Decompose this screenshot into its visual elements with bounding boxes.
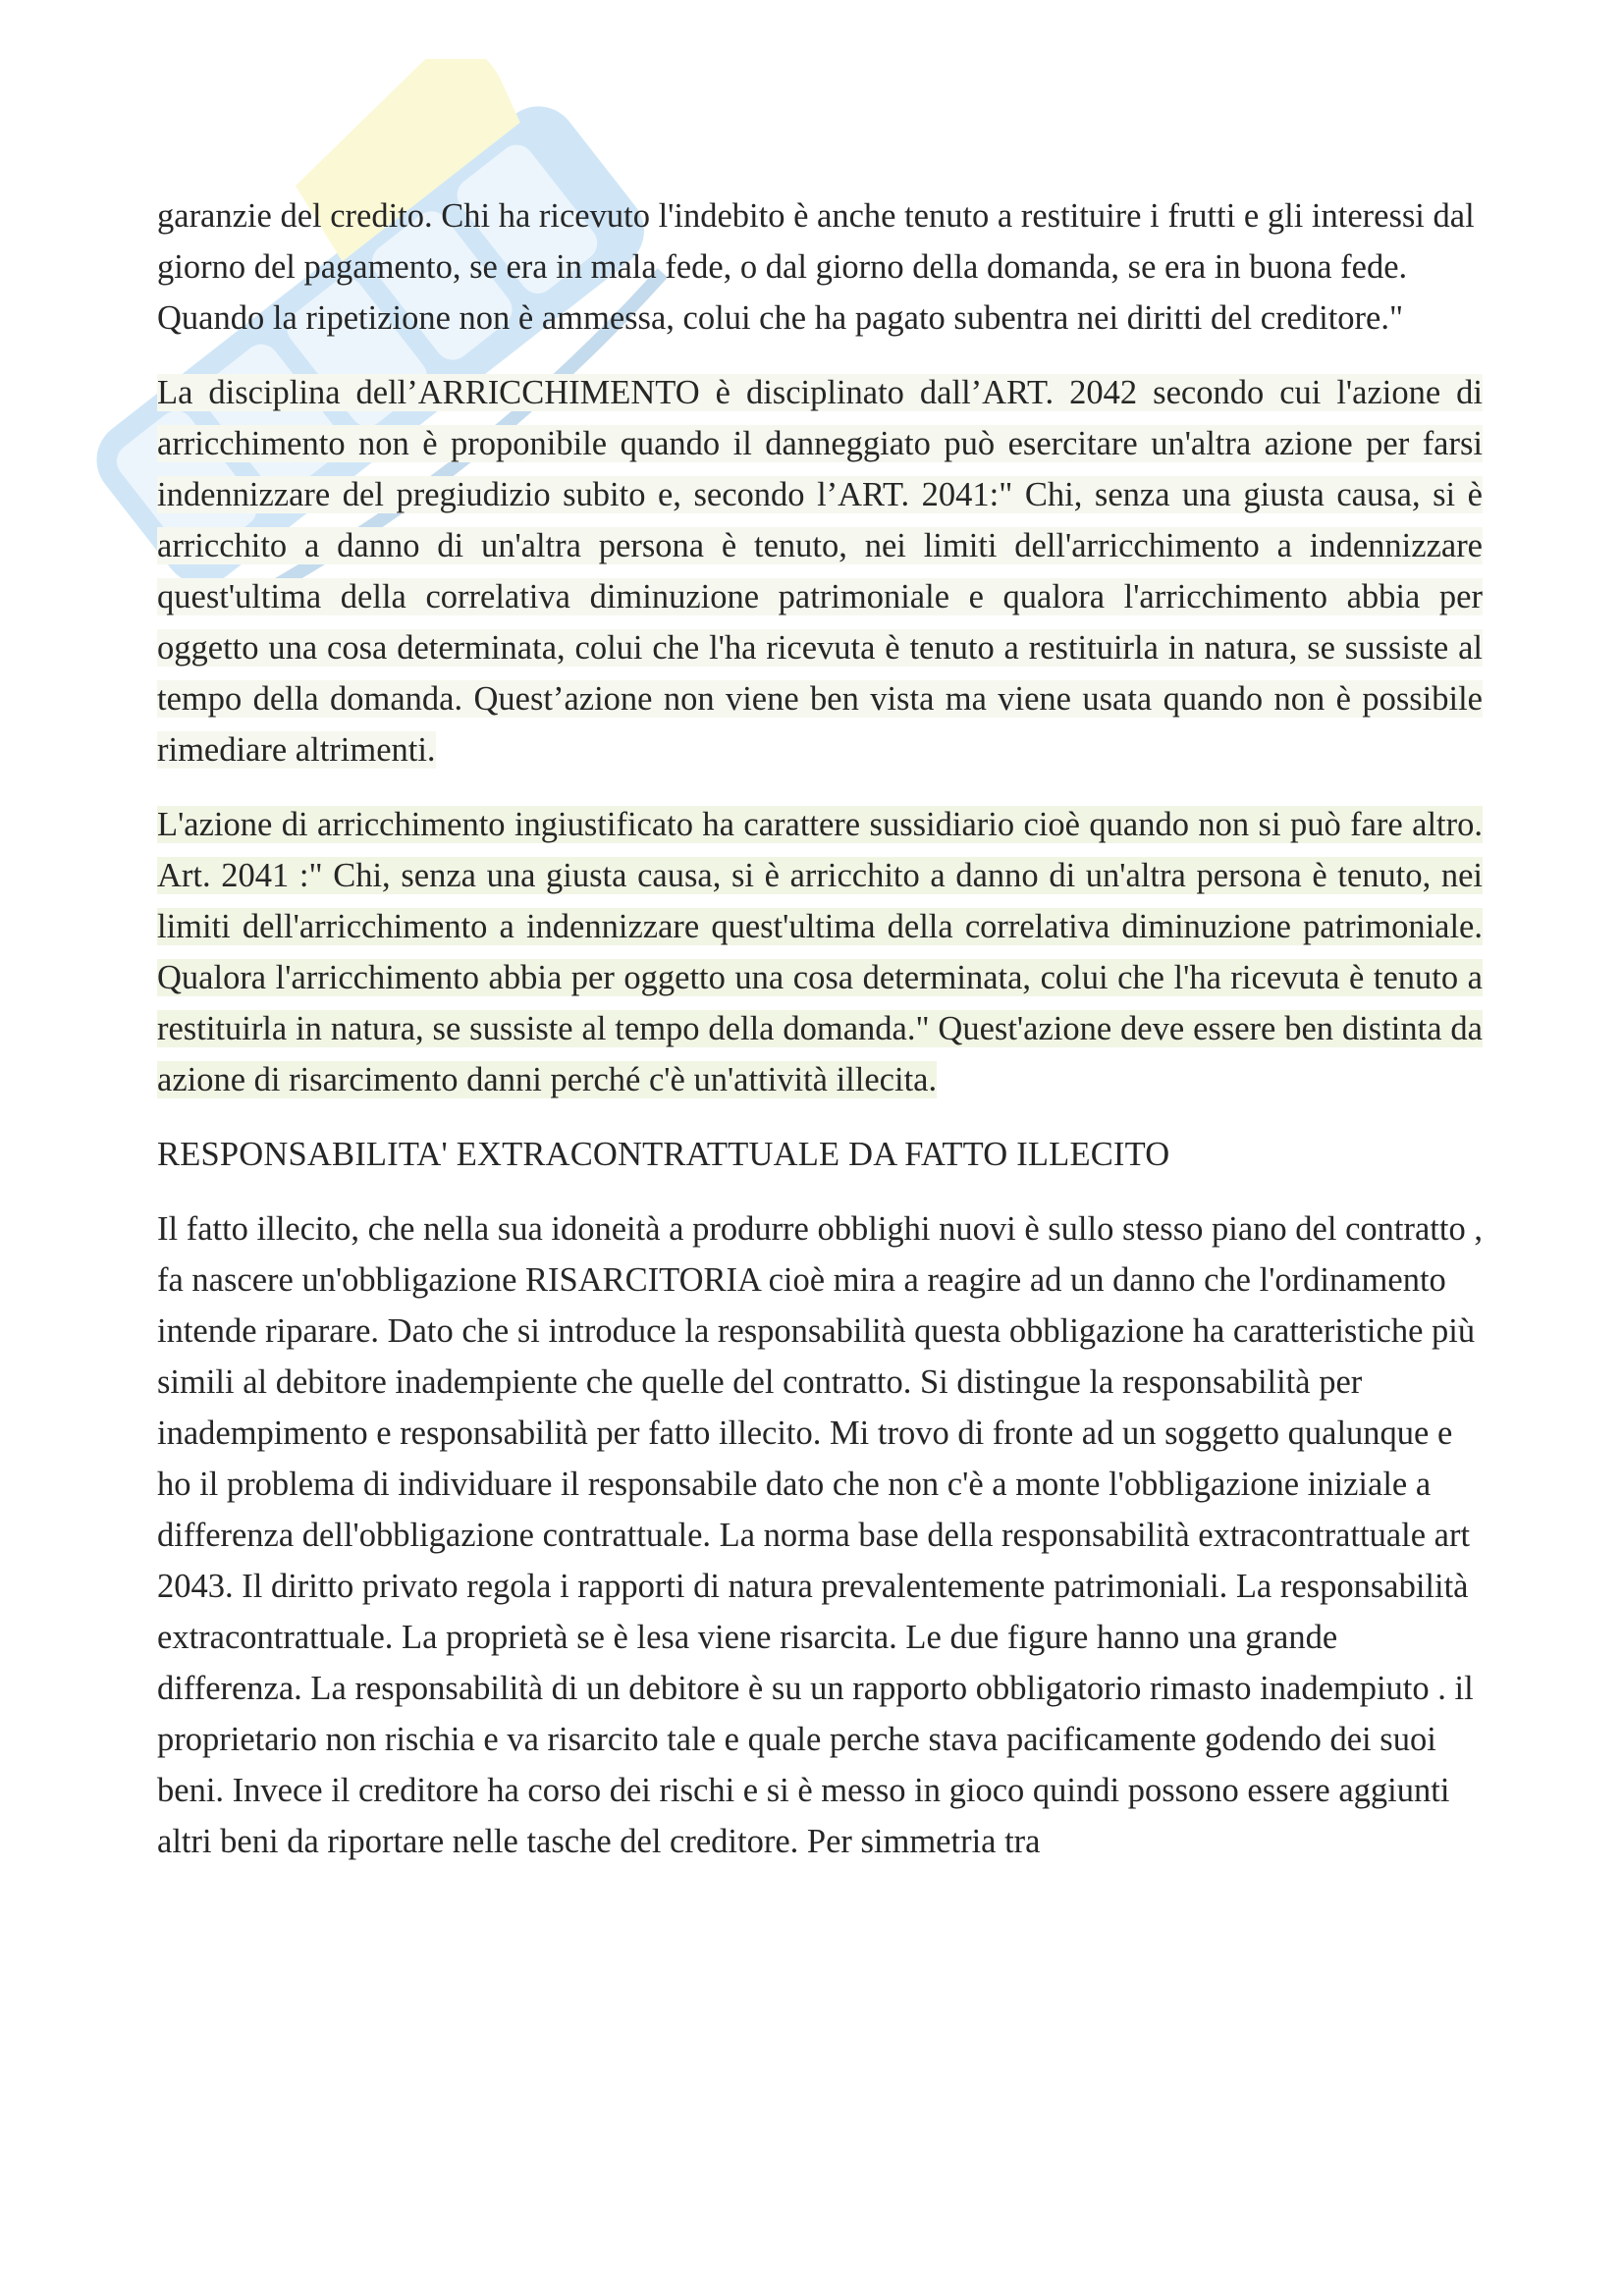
paragraph-arricchimento-ingiustificato bbox=[157, 799, 1483, 1105]
document-body bbox=[157, 190, 1483, 1891]
paragraph-arricchimento-disciplina bbox=[157, 367, 1483, 775]
section-heading-responsabilita-extracontrattuale: RESPONSABILITA' EXTRACONTRATTUALE DA FATTO ILLECITO bbox=[157, 1136, 1170, 1173]
paragraph-arricchimento-disciplina-text: La disciplina dell’ARRICCHIMENTO è disciplinato dall’ART. 2042 secondo cui l'azione di arricchimento non è proponibile quando il danneggiato può esercitare un'altra azione per farsi indennizzare del pregiudizio subito e, secondo l’ART. 2041:" Chi, senza una giusta causa, si è arricchito a danno di un'altra persona è tenuto, nei limiti dell'arricchimento a indennizzare quest'ultima della correlativa diminuzione patrimoniale e qualora l'arricchimento abbia per oggetto una cosa determinata, colui che l'ha ricevuta è tenuto a restituirla in natura, se sussiste al tempo della domanda. Quest’azione non viene ben vista ma viene usata quando non è possibile rimediare altrimenti. bbox=[157, 374, 1483, 769]
paragraph-arricchimento-ingiustificato-text: L'azione di arricchimento ingiustificato ha carattere sussidiario cioè quando non si può fare altro. Art. 2041 :" Chi, senza una giusta causa, si è arricchito a danno di un'altra persona è tenuto, nei limiti dell'arricchimento a indennizzare quest'ultima della correlativa diminuzione patrimoniale. Qualora l'arricchimento abbia per oggetto una cosa determinata, colui che l'ha ricevuta è tenuto a restituirla in natura, se sussiste al tempo della domanda." Quest'azione deve essere ben distinta da azione di risarcimento danni perché c'è un'attività illecita. bbox=[157, 806, 1483, 1098]
paragraph-indebito-continuation: garanzie del credito. Chi ha ricevuto l'indebito è anche tenuto a restituire i frutti e gli interessi dal giorno del pagamento, se era in mala fede, o dal giorno della domanda, se era in buona fede. Quando la ripetizione non è ammessa, colui che ha pagato subentra nei diritti del creditore." bbox=[157, 197, 1475, 337]
paragraph-fatto-illecito: Il fatto illecito, che nella sua idoneità a produrre obblighi nuovi è sullo stesso piano del contratto , fa nascere un'obbligazione RISARCITORIA cioè mira a reagire ad un danno che l'ordinamento intende riparare. Dato che si introduce la responsabilità questa obbligazione ha caratteristiche più simili al debitore inadempiente che quelle del contratto. Si distingue la responsabilità per inadempimento e responsabilità per fatto illecito. Mi trovo di fronte ad un soggetto qualunque e ho il problema di individuare il responsabile dato che non c'è a monte l'obbligazione iniziale a differenza dell'obbligazione contrattuale. La norma base della responsabilità extracontrattuale art 2043. Il diritto privato regola i rapporti di natura prevalentemente patrimoniali. La responsabilità extracontrattuale. La proprietà se è lesa viene risarcita. Le due figure hanno una grande differenza. La responsabilità di un debitore è su un rapporto obbligatorio rimasto inadempiuto . il proprietario non rischia e va risarcito tale e quale perche stava pacificamente godendo dei suoi beni. Invece il creditore ha corso dei rischi e si è messo in gioco quindi possono essere aggiunti altri beni da riportare nelle tasche del creditore. Per simmetria tra bbox=[157, 1210, 1483, 1860]
